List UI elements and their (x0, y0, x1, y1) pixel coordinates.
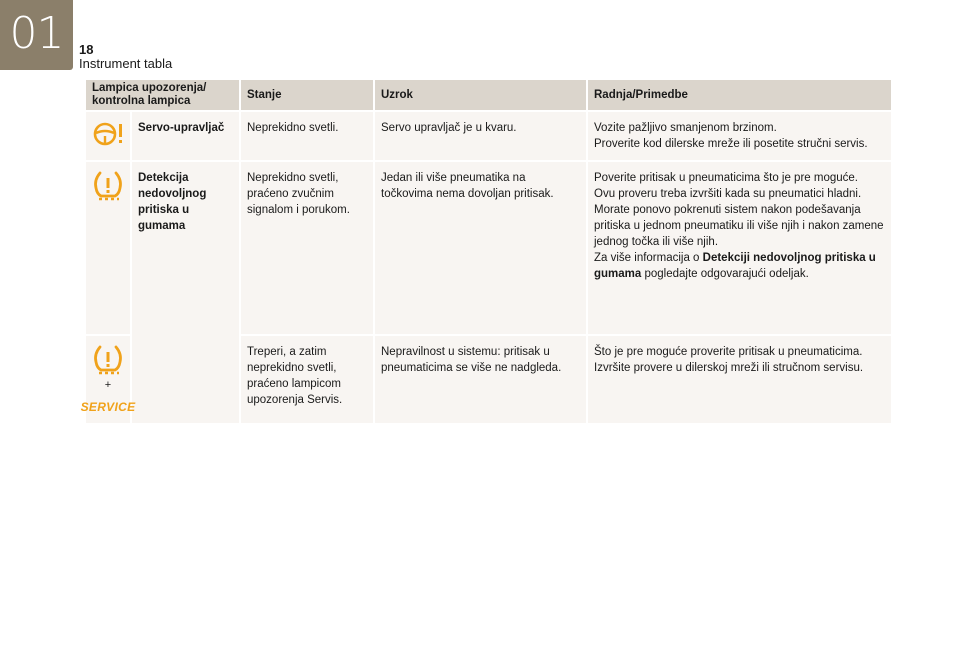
lamp-cause: Jedan ili više pneumatika na točkovima nema dovoljan pritisak. (374, 161, 587, 335)
power-steering-warning-icon (90, 120, 126, 148)
icon-cell (80, 335, 136, 423)
lamp-action (587, 161, 891, 335)
lamp-state: Neprekidno svetli, praćeno zvučnim signalom i porukom. (240, 161, 374, 335)
column-header-action: Radnja/Primedbe (587, 80, 891, 111)
table-header-row (86, 80, 891, 111)
warning-lamps-table (80, 80, 891, 423)
lamp-cause: Servo upravljač je u kvaru. (374, 111, 587, 161)
icon-cell (86, 111, 131, 161)
plus-sign: + (104, 379, 112, 391)
lamp-name: Detekcija nedovoljnog pritiska u gumama (131, 161, 240, 423)
lamp-action: Vozite pažljivo smanjenom brzinom. Proverite kod dilerske mreže ili posetite stručni servis. (587, 111, 891, 161)
lamp-name: Servo-upravljač (131, 111, 240, 161)
tyre-pressure-warning-icon (91, 344, 125, 376)
action-text: Poverite pritisak u pneumaticima što je pre moguće. Ovu proveru treba izvršiti kada su pneumatici hladni. Morate ponovo pokrenuti sistem nakon podešavanja pritiska u jednom pneumatiku ili više njih i nakon zamene jednog točka ili više njih. Za više informacija o (594, 172, 884, 264)
column-header-cause: Uzrok (374, 80, 587, 111)
table-row (86, 111, 891, 161)
column-header-state: Stanje (240, 80, 374, 111)
lamp-state: Neprekidno svetli. (240, 111, 374, 161)
column-header-lamp: Lampica upozorenja/ kontrolna lampica (86, 80, 240, 111)
tyre-pressure-warning-icon (91, 170, 125, 202)
chapter-tab (0, 0, 73, 70)
page-number: 18 (79, 42, 94, 57)
lamp-action: Što je pre moguće proverite pritisak u pneumaticima. Izvršite provere u dilerskoj mreži ili stručnom servisu. (587, 335, 891, 423)
service-warning-icon: SERVICE (80, 400, 136, 414)
lamp-cause: Nepravilnost u sistemu: pritisak u pneumaticima se više ne nadgleda. (374, 335, 587, 423)
section-title: Instrument tabla (79, 56, 173, 71)
table-row (86, 161, 891, 335)
chapter-number: 01 (9, 8, 64, 59)
lamp-state: Treperi, a zatim neprekidno svetli, praćeno lampicom upozorenja Servis. (240, 335, 374, 423)
action-link-text: Detekciji nedovoljnog pritiska u gumama (594, 252, 876, 280)
icon-cell (86, 161, 131, 335)
action-text-end: pogledajte odgovarajući odeljak. (641, 268, 809, 280)
